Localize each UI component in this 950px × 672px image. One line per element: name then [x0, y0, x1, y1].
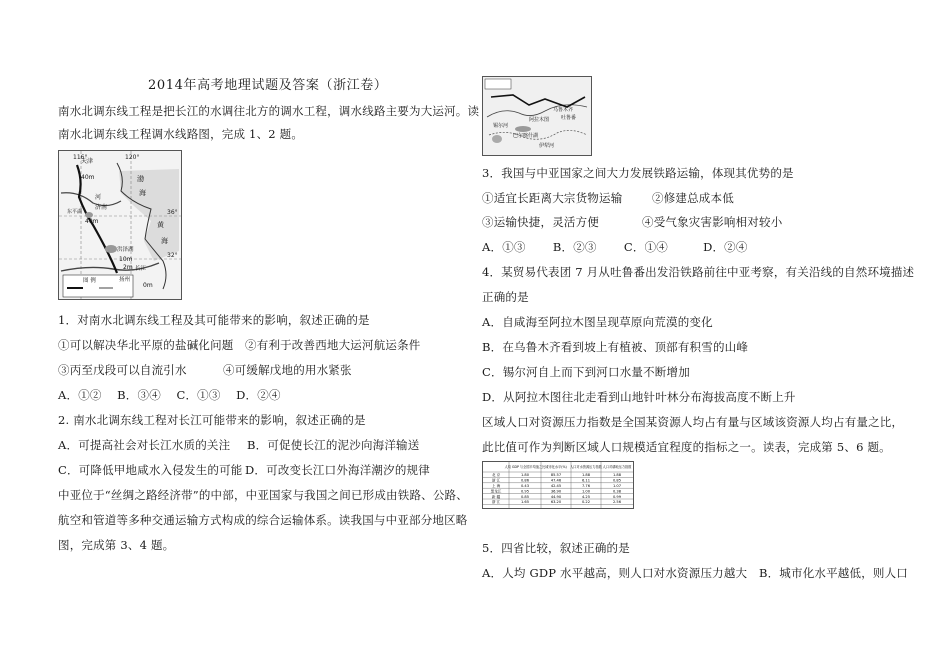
question-1-stem: 1．对南水北调东线工程及其可能带来的影响，叙述正确的是 — [58, 313, 370, 327]
table-cell: 4.25 — [581, 494, 591, 499]
map-label: 吐鲁番 — [561, 115, 577, 121]
intro-paragraph-line: 南水北调东线工程调水线路图，完成 1、2 题。 — [58, 127, 304, 141]
intro-paragraph-line: 此比值可作为判断区域人口规模适宜程度的指标之一。读表，完成第 5、6 题。 — [482, 440, 891, 454]
elevation-label: 0m — [143, 282, 153, 289]
table-cell: 7.76 — [581, 484, 591, 488]
table-cell: 1.88 — [581, 473, 591, 478]
lon-label: 120° — [125, 154, 140, 161]
table-cell: 85.57 — [550, 473, 562, 478]
question-4-stem: 正确的是 — [482, 290, 529, 304]
question-3-option: ①适宜长距离大宗货物运输 — [482, 191, 623, 205]
question-2-stem: 2. 南水北调东线工程对长江可能带来的影响，叙述正确的是 — [58, 413, 366, 427]
map-label: 巴尔喀什湖 — [513, 133, 539, 139]
question-1-option: ①可以解决华北平原的盐碱化问题 — [58, 338, 234, 352]
question-3-option: ④受气象灾害影响相对较小 — [642, 215, 783, 229]
question-3-option: ②修建总成本低 — [652, 191, 734, 205]
water-diversion-map — [58, 150, 182, 300]
table-cell: 0.22 — [581, 500, 591, 505]
table-cell: 42.45 — [550, 484, 562, 488]
table-cell: 上 海 — [491, 484, 501, 488]
question-3-option: ③运输快捷，灵活方便 — [482, 215, 599, 229]
question-2-option: D．可改变长江口外海洋潮汐的规律 — [245, 463, 430, 477]
question-1-option: ③丙至戊段可以自流引水 — [58, 363, 187, 377]
legend-title: 图 例 — [83, 278, 96, 284]
table-cell: 浙 江 — [491, 478, 501, 483]
table-cell: 1.88 — [612, 473, 622, 478]
intro-paragraph-line: 区域人口对资源压力指数是全国某资源人均占有量与区域该资源人均占有量之比， — [482, 415, 904, 429]
table-cell: 63.20 — [550, 500, 562, 505]
table-cell: 2.56 — [612, 500, 622, 505]
place-label: 海 — [139, 189, 146, 197]
elevation-label: 40m — [85, 218, 99, 225]
table-cell: 0.99 — [612, 494, 622, 499]
table-cell: 0.86 — [520, 478, 530, 483]
lat-label: 36° — [167, 209, 178, 216]
question-4-option: C．锡尔河自上而下到河口水量不断增加 — [482, 365, 690, 379]
table-cell: 1.80 — [520, 473, 530, 478]
question-4-option: B．在乌鲁木齐看到坡上有植被、顶部有积雪的山峰 — [482, 340, 749, 354]
place-label: 济南 — [95, 204, 108, 211]
question-1-choices: A．①② B．③④ C．①③ D．②④ — [58, 388, 281, 402]
resource-pressure-table — [482, 461, 634, 509]
table-cell: 1.07 — [612, 484, 622, 488]
place-label: 洪泽湖 — [117, 247, 134, 253]
intro-paragraph-line: 中亚位于“丝绸之路经济带”的中部，中亚国家与我国之间已形成由铁路、公路、 — [58, 488, 468, 502]
place-label: 黄 — [157, 221, 164, 229]
question-1-option: ②有利于改善西地大运河航运条件 — [245, 338, 421, 352]
intro-paragraph-line: 图，完成第 3、4 题。 — [58, 538, 175, 552]
question-5-stem: 5．四省比较，叙述正确的是 — [482, 541, 630, 555]
question-1-option: ④可缓解戊地的用水紧张 — [223, 363, 352, 377]
place-label: 渤 — [137, 175, 144, 183]
elevation-label: 2m — [123, 264, 133, 271]
table-cell: 0.43 — [520, 484, 530, 488]
table-cell: 36.90 — [550, 489, 562, 494]
table-cell: 44.90 — [550, 494, 562, 499]
question-2-option: C．可降低甲地咸水入侵发生的可能 — [58, 463, 243, 477]
elevation-label: 40m — [81, 174, 95, 181]
table-header-cell: 人口对水资源压力指数 — [570, 465, 602, 469]
table-header-cell: 人均 GDP 与全国平均值之比 — [504, 465, 546, 469]
question-4-option: A．自咸海至阿拉木图呈现草原向荒漠的变化 — [482, 315, 713, 329]
lon-label: 116° — [73, 154, 88, 161]
lat-label: 32° — [167, 252, 178, 259]
table-cell: 0.85 — [612, 478, 622, 483]
table-cell: 新 疆 — [491, 494, 501, 499]
place-label: 河 — [95, 194, 102, 201]
question-2-option: A．可提高社会对长江水质的关注 — [58, 438, 231, 452]
table-header-cell: 城市化水平(%) — [545, 465, 567, 469]
table-cell: 47.46 — [550, 478, 562, 483]
table-cell: 1.65 — [520, 500, 530, 505]
place-label: 长江 — [135, 266, 147, 272]
table-header-cell: 人口对耕地压力指数 — [602, 465, 632, 469]
table-cell: 1.00 — [581, 489, 591, 494]
intro-paragraph-line: 南水北调东线工程是把长江的水调往北方的调水工程，调水线路主要为大运河。读 — [58, 104, 480, 118]
map-label: 伊犁河 — [539, 143, 555, 149]
table-cell: 黑龙江 — [490, 489, 502, 494]
place-label: 扬州 — [119, 277, 131, 283]
place-label: 海 — [161, 237, 168, 245]
map-label: 锡尔河 — [493, 123, 509, 129]
map-label: 乌鲁木齐 — [553, 107, 574, 113]
table-cell: 0.38 — [612, 489, 622, 494]
question-4-stem: 4．某贸易代表团 7 月从吐鲁番出发沿铁路前往中亚考察，有关沿线的自然环境描述 — [482, 265, 915, 279]
map-label: 阿拉木图 — [529, 117, 550, 123]
central-asia-map — [482, 76, 592, 156]
elevation-label: 10m — [119, 256, 133, 263]
table-cell: 浙 江 — [491, 500, 501, 505]
question-4-option: D．从阿拉木图往北走看到山地针叶林分布海拔高度不断上升 — [482, 390, 796, 404]
table-cell: 0.95 — [520, 489, 530, 494]
table-cell: 北 京 — [491, 473, 501, 478]
intro-paragraph-line: 航空和管道等多种交通运输方式构成的综合运输体系。读我国与中亚部分地区略 — [58, 513, 468, 527]
table-cell: 0.85 — [520, 494, 530, 499]
question-5-option: A．人均 GDP 水平越高，则人口对水资源压力越大 B．城市化水平越低，则人口 — [482, 566, 909, 580]
table-cell: 6.11 — [581, 478, 591, 483]
question-3-choices: A．①③ B．②③ C．①④ D．②④ — [482, 240, 748, 254]
question-2-option: B．可促使长江的泥沙向海洋输送 — [247, 438, 420, 452]
place-label: 东平湖 — [67, 209, 83, 215]
question-3-stem: 3．我国与中亚国家之间大力发展铁路运输，体现其优势的是 — [482, 166, 794, 180]
place-label: 天津 — [81, 158, 94, 165]
page-title: 2014年高考地理试题及答案（浙江卷） — [148, 78, 388, 93]
